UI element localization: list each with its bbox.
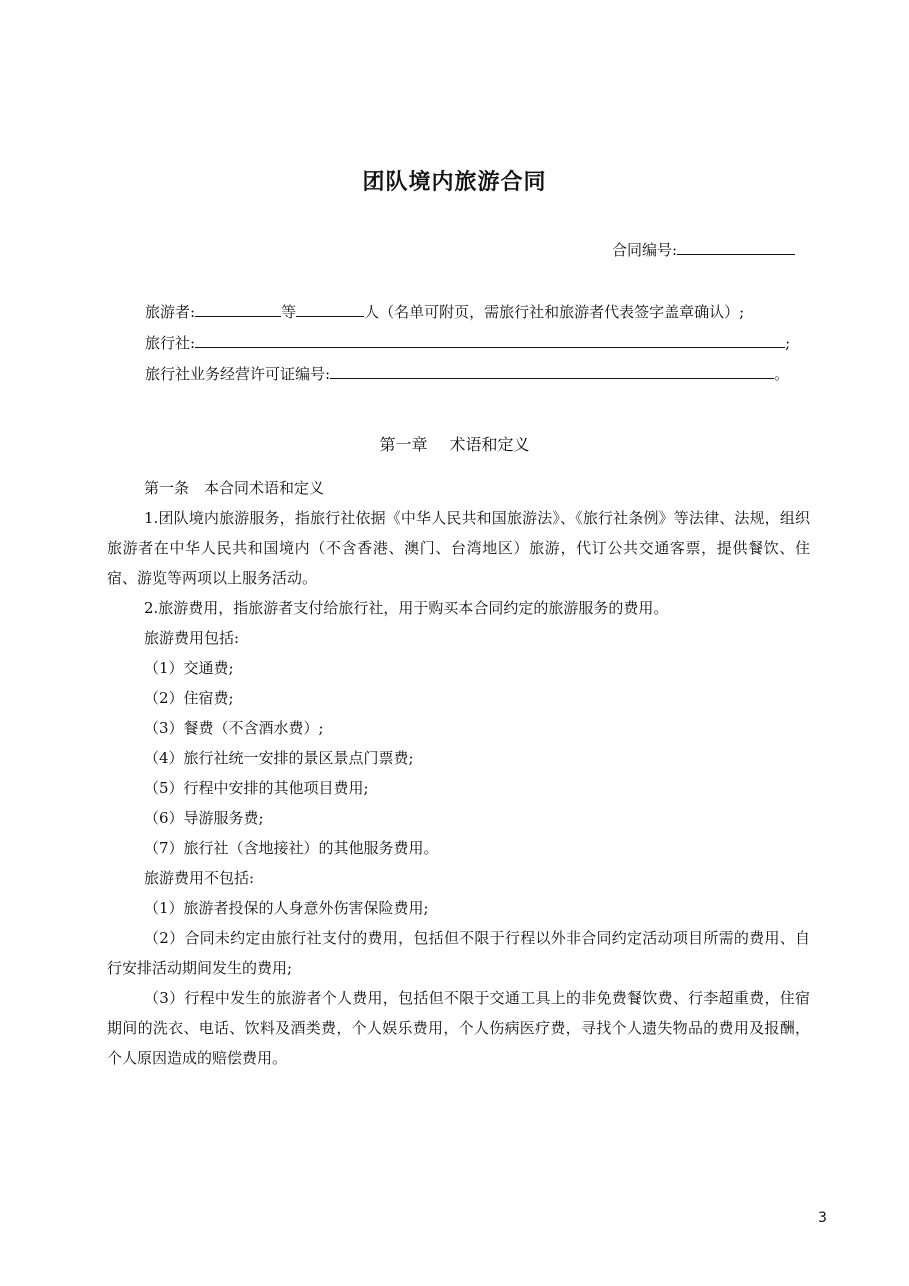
list-item: （4）旅行社统一安排的景区景点门票费; [144,749,414,767]
document-body [107,473,810,1073]
tourist-mid-text: 等 [281,303,297,321]
list-item: （1）交通费; [144,659,234,677]
agency-end-text: ; [785,334,791,352]
chapter-heading [0,432,909,455]
list-item: （5）行程中安排的其他项目费用; [144,779,369,797]
paragraph: 旅游费用包括: [144,629,240,647]
article-heading: 第一条 本合同术语和定义 [144,479,325,497]
list-item: （3）行程中发生的旅游者个人费用，包括但不限于交通工具上的非免费餐饮费、行李超重费，住宿期间的洗衣、电话、饮料及酒类费，个人娱乐费用，个人伤病医疗费，寻找个人遗失物品的费用及报酬，个人原因造成的赔偿费用。 [107,989,810,1067]
list-item: （3）餐费（不含酒水费）; [144,719,324,737]
license-number-field[interactable] [330,362,774,379]
agency-label: 旅行社: [145,334,196,352]
chapter-number: 第一章 [379,435,428,454]
license-label: 旅行社业务经营许可证编号: [145,365,331,383]
page-number: 3 [818,1210,827,1226]
list-item: （1）旅游者投保的人身意外伤害保险费用; [144,899,429,917]
contract-number-line [612,238,795,260]
list-item: （2）住宿费; [144,689,234,707]
paragraph: 1.团队境内旅游服务，指旅行社依据《中华人民共和国旅游法》、《旅行社条例》等法律、法规，组织旅游者在中华人民共和国境内（不含香港、澳门、台湾地区）旅游，代订公共交通客票，提供餐饮、住宿、游览等两项以上服务活动。 [107,509,810,587]
tourist-count-field[interactable] [296,300,364,317]
paragraph: 2.旅游费用，指旅游者支付给旅行社，用于购买本合同约定的旅游服务的费用。 [144,599,669,617]
agency-name-field[interactable] [195,331,785,348]
contract-number-field[interactable] [677,238,795,255]
document-title: 团队境内旅游合同 [362,169,547,195]
contract-number-label: 合同编号: [612,241,678,259]
list-item: （2）合同未约定由旅行社支付的费用，包括但不限于行程以外非合同约定活动项目所需的费用、自行安排活动期间发生的费用; [107,929,810,977]
license-line [145,362,789,384]
list-item: （7）旅行社（含地接社）的其他服务费用。 [144,839,439,857]
license-end-text: 。 [774,365,790,383]
list-item: （6）导游服务费; [144,809,264,827]
tourist-label: 旅游者: [145,303,196,321]
paragraph: 旅游费用不包括: [144,869,255,887]
agency-line [145,331,790,353]
chapter-title: 术语和定义 [449,435,530,454]
tourist-name-field[interactable] [195,300,281,317]
tourist-suffix-text: 人（名单可附页，需旅行社和旅游者代表签字盖章确认）; [364,303,745,321]
tourist-line [145,300,744,322]
